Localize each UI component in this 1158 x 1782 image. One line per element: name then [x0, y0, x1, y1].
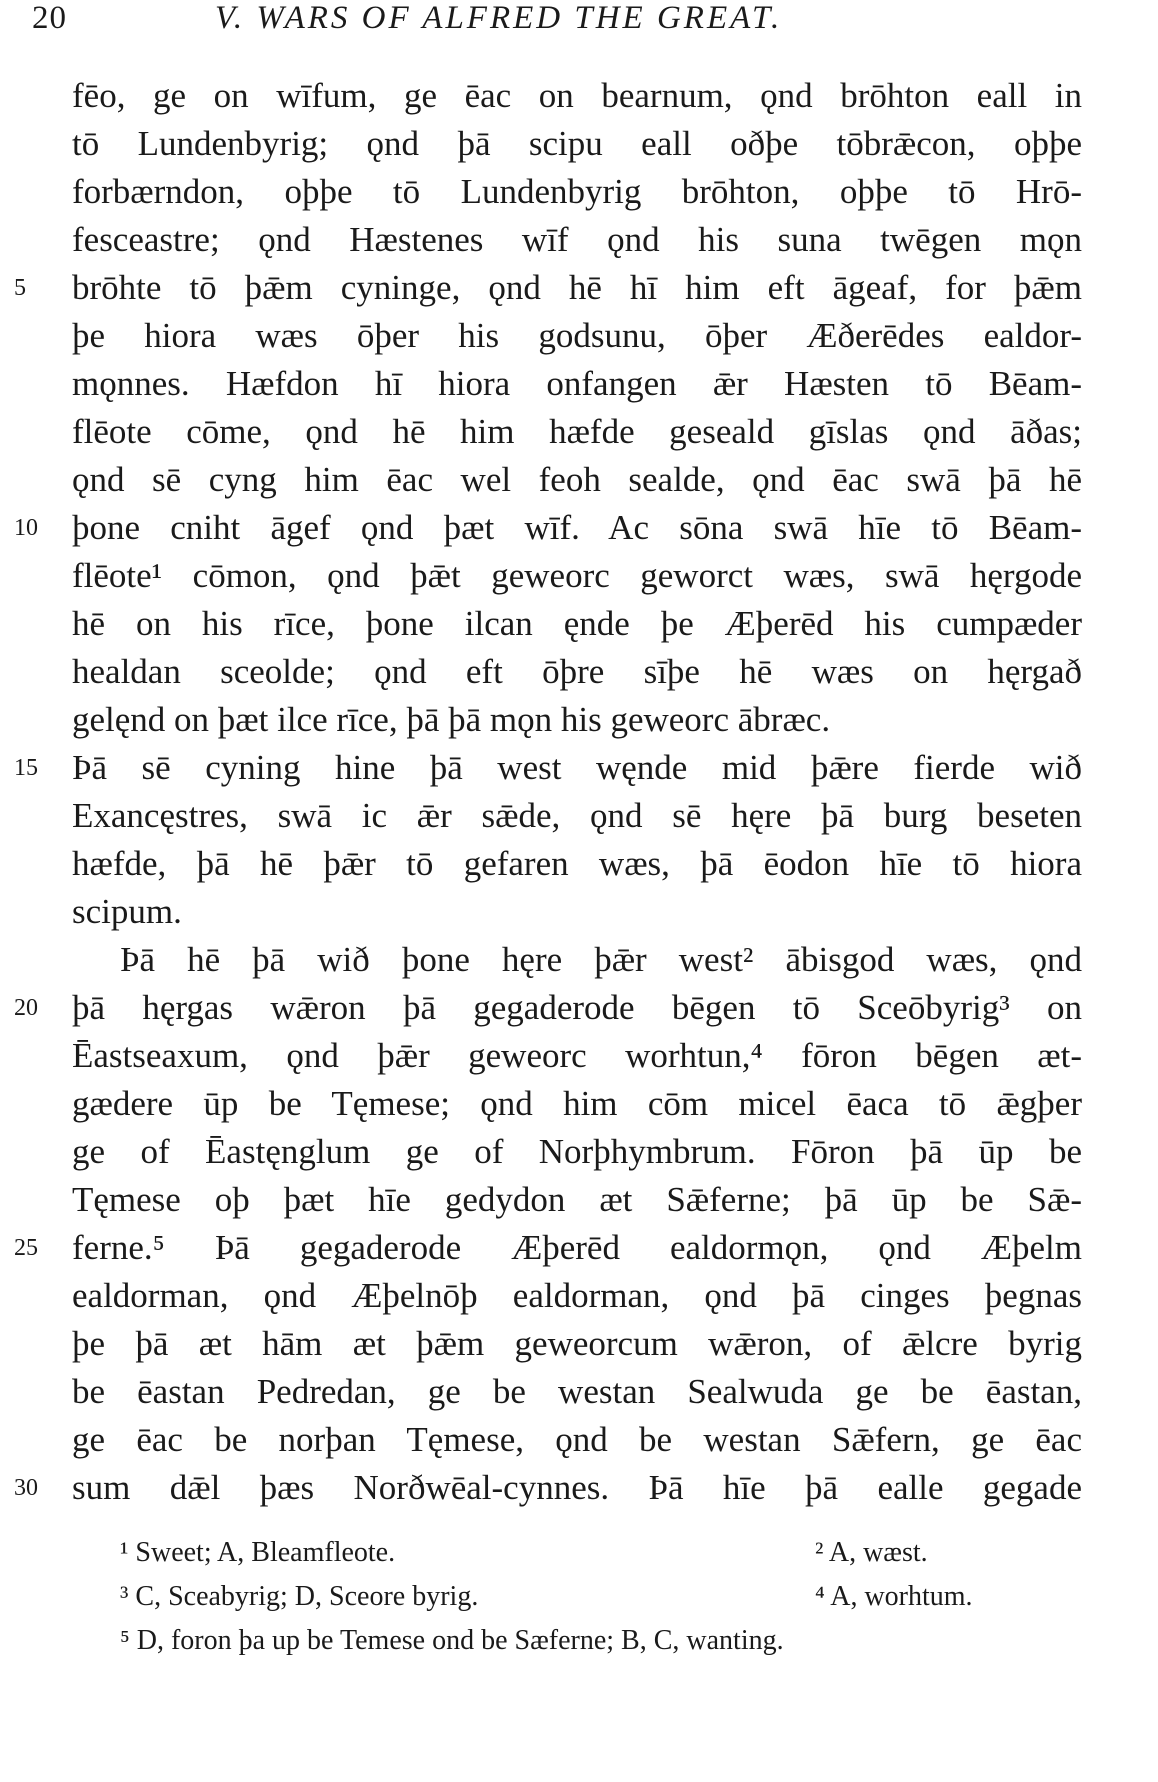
line-number: 5 [14, 275, 26, 301]
footnote: ² A, wæst. [815, 1537, 928, 1568]
text-line: ge of Ēastęnglum ge of Norþhymbrum. Fōron þā ūp be [72, 1132, 1082, 1171]
footnote: ⁴ A, worhtum. [815, 1581, 973, 1612]
running-title: V. WARS OF ALFRED THE GREAT. [215, 0, 783, 36]
text-line: gædere ūp be Tęmese; ǫnd him cōm micel ēaca tō ǣgþer [72, 1084, 1082, 1123]
text-line: tō Lundenbyrig; ǫnd þā scipu eall oðþe tōbrǣcon, oþþe [72, 124, 1082, 163]
text-line: hē on his rīce, þone ilcan ęnde þe Æþerēd his cumpæder [72, 604, 1082, 643]
text-line: Ēastseaxum, ǫnd þǣr geweorc worhtun,⁴ fōron bēgen æt- [72, 1036, 1082, 1075]
text-line: ealdorman, ǫnd Æþelnōþ ealdorman, ǫnd þā cinges þegnas [72, 1276, 1082, 1315]
text-line: sum dǣl þæs Norðwēal-cynnes. Þā hīe þā ealle gegade [72, 1468, 1082, 1507]
text-line: ǫnd sē cyng him ēac wel feoh sealde, ǫnd ēac swā þā hē [72, 460, 1082, 499]
line-number: 10 [14, 515, 38, 541]
text-line: Tęmese oþ þæt hīe gedydon æt Sǣferne; þā ūp be Sǣ- [72, 1180, 1082, 1219]
text-line: hæfde, þā hē þǣr tō gefaren wæs, þā ēodon hīe tō hiora [72, 844, 1082, 883]
text-line: ferne.⁵ Þā gegaderode Æþerēd ealdormǫn, ǫnd Æþelm [72, 1228, 1082, 1267]
text-line: flēote cōme, ǫnd hē him hæfde geseald gīslas ǫnd āðas; [72, 412, 1082, 451]
text-line: Þā sē cyning hine þā west węnde mid þǣre fierde wið [72, 748, 1082, 787]
footnote: ¹ Sweet; A, Bleamfleote. [120, 1537, 396, 1568]
page-header [0, 0, 1158, 40]
text-line: scipum. [72, 892, 182, 931]
text-line: Þā hē þā wið þone hęre þǣr west² ābisgod wæs, ǫnd [120, 940, 1082, 979]
text-line: gelęnd on þæt ilce rīce, þā þā mǫn his geweorc ābræc. [72, 700, 831, 739]
text-line: Exancęstres, swā ic ǣr sǣde, ǫnd sē hęre þā burg beseten [72, 796, 1082, 835]
text-line: healdan sceolde; ǫnd eft ōþre sīþe hē wæs on hęrgað [72, 652, 1082, 691]
text-line: þe hiora wæs ōþer his godsunu, ōþer Æðerēdes ealdor- [72, 316, 1082, 355]
line-number: 15 [14, 755, 38, 781]
text-line: mǫnnes. Hæfdon hī hiora onfangen ǣr Hæsten tō Bēam- [72, 364, 1082, 403]
line-number: 25 [14, 1235, 38, 1261]
text-line: fēo, ge on wīfum, ge ēac on bearnum, ǫnd brōhton eall in [72, 76, 1082, 115]
text-line: flēote¹ cōmon, ǫnd þǣt geweorc geworct wæs, swā hęrgode [72, 556, 1082, 595]
text-line: fesceastre; ǫnd Hæstenes wīf ǫnd his suna twēgen mǫn [72, 220, 1082, 259]
text-line: forbærndon, oþþe tō Lundenbyrig brōhton, oþþe tō Hrō- [72, 172, 1082, 211]
text-line: þā hęrgas wǣron þā gegaderode bēgen tō Sceōbyrig³ on [72, 988, 1082, 1027]
text-line: ge ēac be norþan Tęmese, ǫnd be westan Sǣfern, ge ēac [72, 1420, 1082, 1459]
footnote: ³ C, Sceabyrig; D, Sceore byrig. [120, 1581, 479, 1612]
text-line: brōhte tō þǣm cyninge, ǫnd hē hī him eft āgeaf, for þǣm [72, 268, 1082, 307]
text-line: be ēastan Pedredan, ge be westan Sealwuda ge be ēastan, [72, 1372, 1082, 1411]
text-line: þe þā æt hām æt þǣm geweorcum wǣron, of ǣlcre byrig [72, 1324, 1082, 1363]
page-number: 20 [32, 0, 67, 36]
line-number: 20 [14, 995, 38, 1021]
text-line: þone cniht āgef ǫnd þæt wīf. Ac sōna swā hīe tō Bēam- [72, 508, 1082, 547]
line-number: 30 [14, 1475, 38, 1501]
footnote: ⁵ D, foron þa up be Temese ond be Sæferne; B, C, wanting. [120, 1625, 784, 1656]
